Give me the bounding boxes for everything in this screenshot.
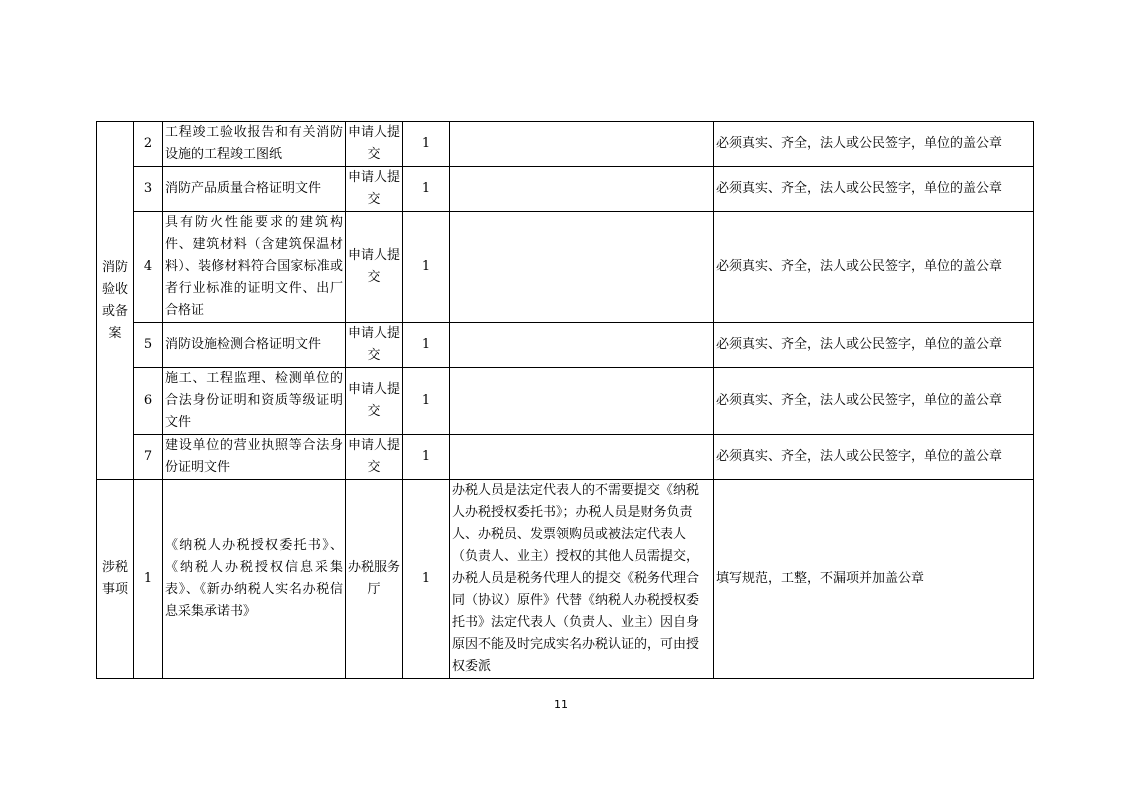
document-name: 《纳税人办税授权委托书》、《纳税人办税授权信息采集表》、《新办纳税人实名办税信息采集承诺书》 [163,480,346,679]
source: 申请人提交 [346,212,403,323]
row-number: 6 [134,368,163,435]
copy-count: 1 [403,212,450,323]
row-number: 5 [134,323,163,368]
table-row [97,368,1034,435]
document-name: 施工、工程监理、检测单位的合法身份证明和资质等级证明文件 [163,368,346,435]
copy-count: 1 [403,368,450,435]
note [450,122,714,167]
requirement: 必须真实、齐全，法人或公民签字，单位的盖公章 [714,167,1034,212]
source: 申请人提交 [346,122,403,167]
copy-count: 1 [403,480,450,679]
note [450,368,714,435]
note [450,435,714,480]
document-name: 具有防火性能要求的建筑构件、建筑材料（含建筑保温材料）、装修材料符合国家标准或者行业标准的证明文件、出厂合格证 [163,212,346,323]
note: 办税人员是法定代表人的不需要提交《纳税人办税授权委托书》；办税人员是财务负责人、办税员、发票领购员或被法定代表人（负责人、业主）授权的其他人员需提交，办税人员是税务代理人的提交《税务代理合同（协议）原件》代替《纳税人办税授权委托书》法定代表人（负责人、业主）因自身原因不能及时完成实名办税认证的，可由授权委派 [450,480,714,679]
requirement: 必须真实、齐全，法人或公民签字，单位的盖公章 [714,435,1034,480]
document-name: 建设单位的营业执照等合法身份证明文件 [163,435,346,480]
requirement: 必须真实、齐全，法人或公民签字，单位的盖公章 [714,323,1034,368]
source: 申请人提交 [346,435,403,480]
row-number: 4 [134,212,163,323]
requirement: 必须真实、齐全，法人或公民签字，单位的盖公章 [714,212,1034,323]
table-row [97,122,1034,167]
table-row [97,212,1034,323]
row-number: 7 [134,435,163,480]
source: 申请人提交 [346,368,403,435]
row-number: 2 [134,122,163,167]
source: 办税服务厅 [346,480,403,679]
category-cell: 涉税事项 [97,480,134,679]
source: 申请人提交 [346,323,403,368]
requirement: 必须真实、齐全，法人或公民签字，单位的盖公章 [714,368,1034,435]
copy-count: 1 [403,435,450,480]
document-name: 工程竣工验收报告和有关消防设施的工程竣工图纸 [163,122,346,167]
source: 申请人提交 [346,167,403,212]
document-name: 消防设施检测合格证明文件 [163,323,346,368]
note [450,323,714,368]
page-number: 11 [554,698,568,711]
row-number: 1 [134,480,163,679]
table-row [97,480,1034,679]
requirement: 填写规范，工整，不漏项并加盖公章 [714,480,1034,679]
materials-table [96,121,1034,679]
note [450,212,714,323]
copy-count: 1 [403,122,450,167]
table-row [97,167,1034,212]
copy-count: 1 [403,323,450,368]
table-row [97,323,1034,368]
category-cell: 消防验收或备案 [97,122,134,480]
table-row [97,435,1034,480]
note [450,167,714,212]
requirement: 必须真实、齐全，法人或公民签字，单位的盖公章 [714,122,1034,167]
document-name: 消防产品质量合格证明文件 [163,167,346,212]
copy-count: 1 [403,167,450,212]
row-number: 3 [134,167,163,212]
